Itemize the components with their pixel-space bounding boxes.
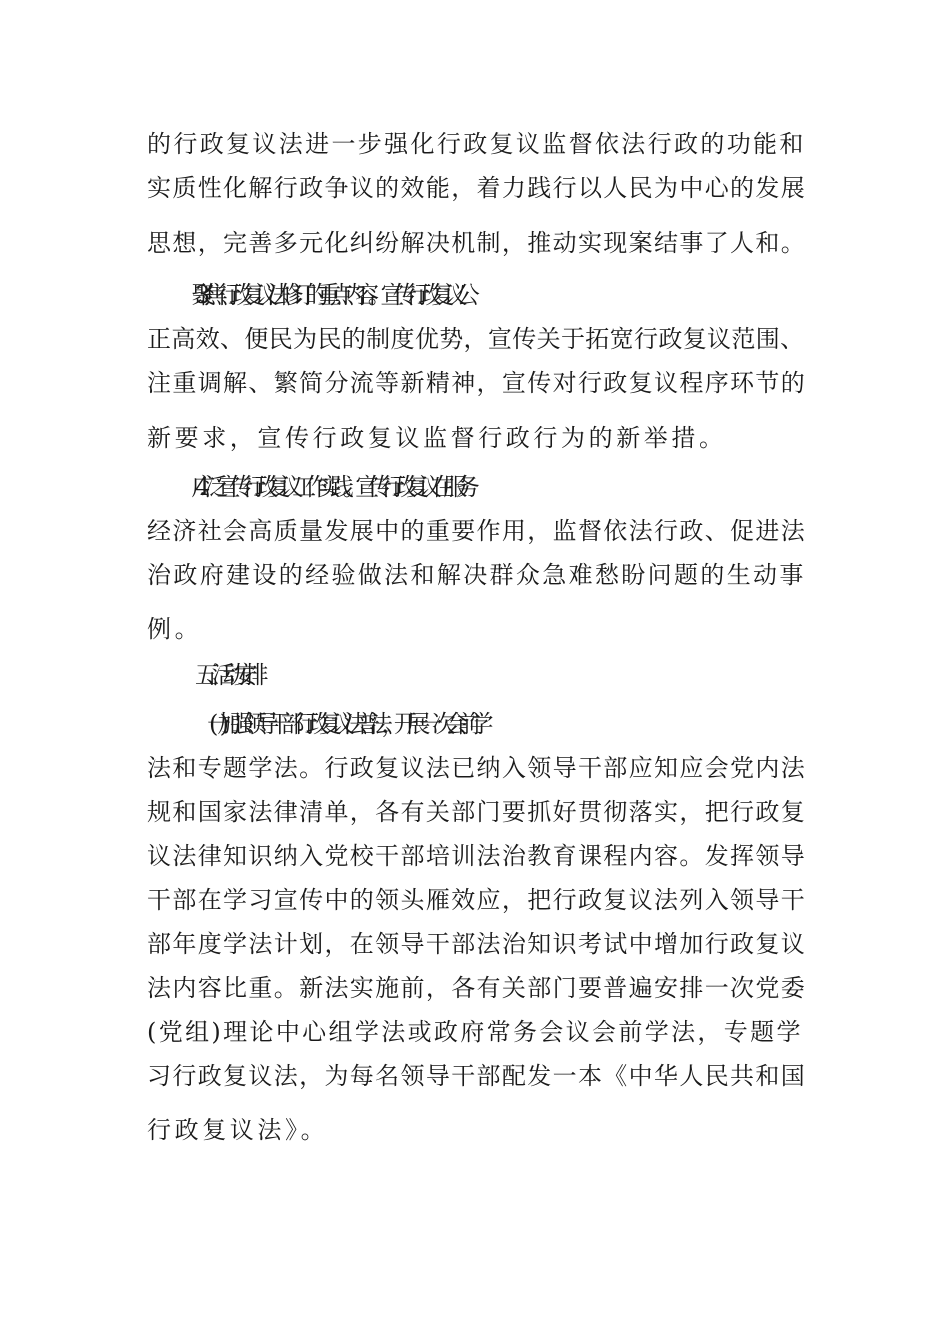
text-line: 法和专题学法。行政复议法已纳入领导干部应知应会党内法 [147, 754, 807, 782]
text-line: 部年度学法计划，在领导干部法治知识考试中增加行政复议 [147, 930, 807, 958]
text-line: 习行政复议法，为每名领导干部配发一本《中华人民共和国 [147, 1062, 807, 1090]
text-line: 思想，完善多元化纠纷解决机制，推动实现案结事了人和。 [147, 229, 807, 257]
text-line: (党组)理论中心组学法或政府常务会议会前学法，专题学 [147, 1018, 803, 1046]
text-line: 议法律知识纳入党校干部培训法治教育课程内容。发挥领导 [147, 842, 807, 870]
section-heading: 五、 活动安排 [195, 661, 256, 689]
text-line: 4. 广泛宣传行政复议工作实践。宣传行政复议在服务 [195, 473, 469, 501]
text-line: 实质性化解行政争议的效能，着力践行以人民为中心的发展 [147, 174, 807, 202]
text-line: 法内容比重。新法实施前，各有关部门要普遍安排一次党委 [147, 974, 807, 1002]
text-line: 经济社会高质量发展中的重要作用，监督依法行政、促进法 [147, 517, 807, 545]
text-line: 干部在学习宣传中的领头雁效应，把行政复议法列入领导干 [147, 886, 807, 914]
text-line: (一)加强领导干部行政复议法普法，开展一次会前学 [209, 710, 483, 738]
text-line: 治政府建设的经验做法和解决群众急难愁盼问题的生动事 [147, 561, 806, 589]
text-line: 新要求，宣传行政复议监督行政行为的新举措。 [147, 424, 727, 452]
text-line: 3. 聚焦行政复议法修订的重点内容。宣传行政复议公 [195, 281, 469, 309]
text-line: 的行政复议法进一步强化行政复议监督依法行政的功能和 [147, 130, 806, 158]
text-line: 注重调解、繁简分流等新精神，宣传对行政复议程序环节的 [147, 369, 807, 397]
text-line: 例。 [147, 615, 203, 643]
text-line: 规和国家法律清单，各有关部门要抓好贯彻落实，把行政复 [147, 798, 807, 826]
text-line: 行政复议法》。 [147, 1116, 329, 1144]
text-line: 正高效、便民为民的制度优势，宣传关于拓宽行政复议范围、 [147, 325, 805, 353]
